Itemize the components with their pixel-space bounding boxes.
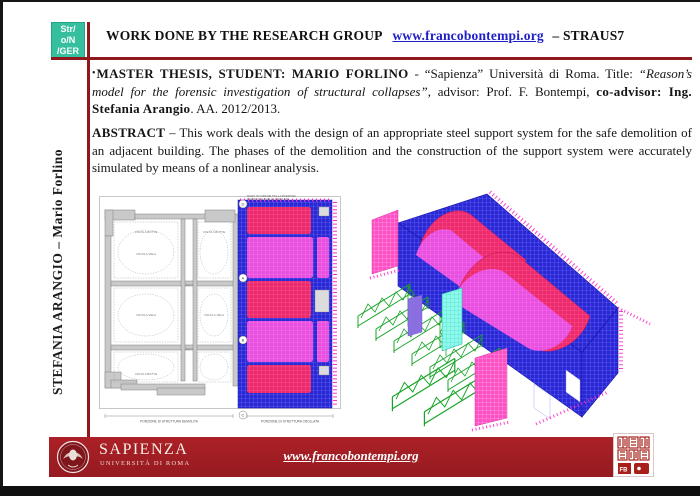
footer-link[interactable]: www.francobontempi.org xyxy=(283,448,419,463)
grid-letter: D xyxy=(241,201,245,207)
room-label: ARCO xyxy=(185,284,193,287)
thesis-mid1: - “Sapienza” Università di Roma. Title: xyxy=(408,66,639,81)
room-label: VOLTA A BOTTE xyxy=(134,230,158,234)
sapienza-wordmark: SAPIENZA xyxy=(99,441,189,458)
room-label: VOLTA A BOTTE xyxy=(202,230,226,234)
room-label: VOLTA A BOTTE xyxy=(134,372,158,376)
thesis-lead: MASTER THESIS, STUDENT: MARIO FORLINO xyxy=(96,66,409,81)
thesis-paragraph xyxy=(92,65,692,118)
header-title xyxy=(106,28,692,44)
plan-top-caption-1: MURO IN COMUNE TRA LA PORZIONE xyxy=(247,195,296,198)
fbo-seal-text: FB xyxy=(619,467,628,474)
grid-letter: A xyxy=(241,275,245,281)
room-label: ARCO xyxy=(185,348,193,351)
pink-column-west xyxy=(372,210,398,274)
grid-letter: C xyxy=(241,412,245,418)
stronger-logo-line1: Str/ xyxy=(60,24,76,34)
header-title-suffix: – STRAUS7 xyxy=(552,28,625,43)
footer-bar xyxy=(49,437,653,477)
abstract-lead: ABSTRACT xyxy=(92,125,166,140)
header-title-text: WORK DONE BY THE RESEARCH GROUP xyxy=(106,28,382,43)
pink-column-front xyxy=(475,348,507,426)
fbo-seal-glyphs xyxy=(614,434,653,476)
thesis-mid2: , advisor: Prof. F. Bontempi, xyxy=(427,83,597,99)
floor-plan-figure xyxy=(97,194,345,428)
abstract-body: – This work deals with the design of an appropriate steel support system for the safe demolition of an adjacent building. The phases of the demolition and the construction of the support system were accurately simulated by means of a nonlinear analysis. xyxy=(92,125,692,175)
thesis-coadvisor: co-advisor: Ing. Stefania Arangio xyxy=(92,83,692,116)
frame-left-border xyxy=(0,0,3,496)
plan-label-demolita: PORZIONE DI STRUTTURA DEMOLITA xyxy=(140,419,198,424)
plan-label-crollata: PORZIONE DI STRUTTURA CROLLATA xyxy=(261,419,319,424)
thesis-quote: “Reason’s model for the forensic investigation of structural collapses” xyxy=(92,66,692,99)
red-vertical-rule xyxy=(87,22,90,437)
frame-top-border xyxy=(0,0,700,2)
thesis-tail: . AA. 2012/2013. xyxy=(190,101,281,116)
bullet-icon: • xyxy=(92,68,96,79)
frame-bottom-border xyxy=(0,486,700,496)
stronger-logo-line3: /GER xyxy=(56,46,79,56)
stronger-logo xyxy=(51,22,85,59)
purple-column xyxy=(408,295,422,336)
header-link[interactable]: www.francobontempi.org xyxy=(392,28,544,43)
plan-top-caption-2: DEMOLITA E QUELLA CROLLATA xyxy=(247,198,289,202)
sidebar-author-label: STEFANIA ARANGIO – Mario Forlino xyxy=(50,149,65,396)
room-label: VOLTA A VELA xyxy=(203,313,225,317)
room-label: VOLTA A VELA xyxy=(135,313,157,317)
cyan-support-tower xyxy=(442,288,462,351)
room-label: VOLTA A VELA xyxy=(135,252,157,256)
red-horizontal-rule xyxy=(51,57,692,60)
fem-model-figure xyxy=(350,186,685,438)
abstract-paragraph xyxy=(92,124,692,177)
grid-letter: B xyxy=(241,337,245,343)
sapienza-subtitle: UNIVERSITÀ DI ROMA xyxy=(100,460,191,467)
fbo-seal xyxy=(613,433,654,477)
stronger-logo-line2: o/N xyxy=(60,35,76,45)
